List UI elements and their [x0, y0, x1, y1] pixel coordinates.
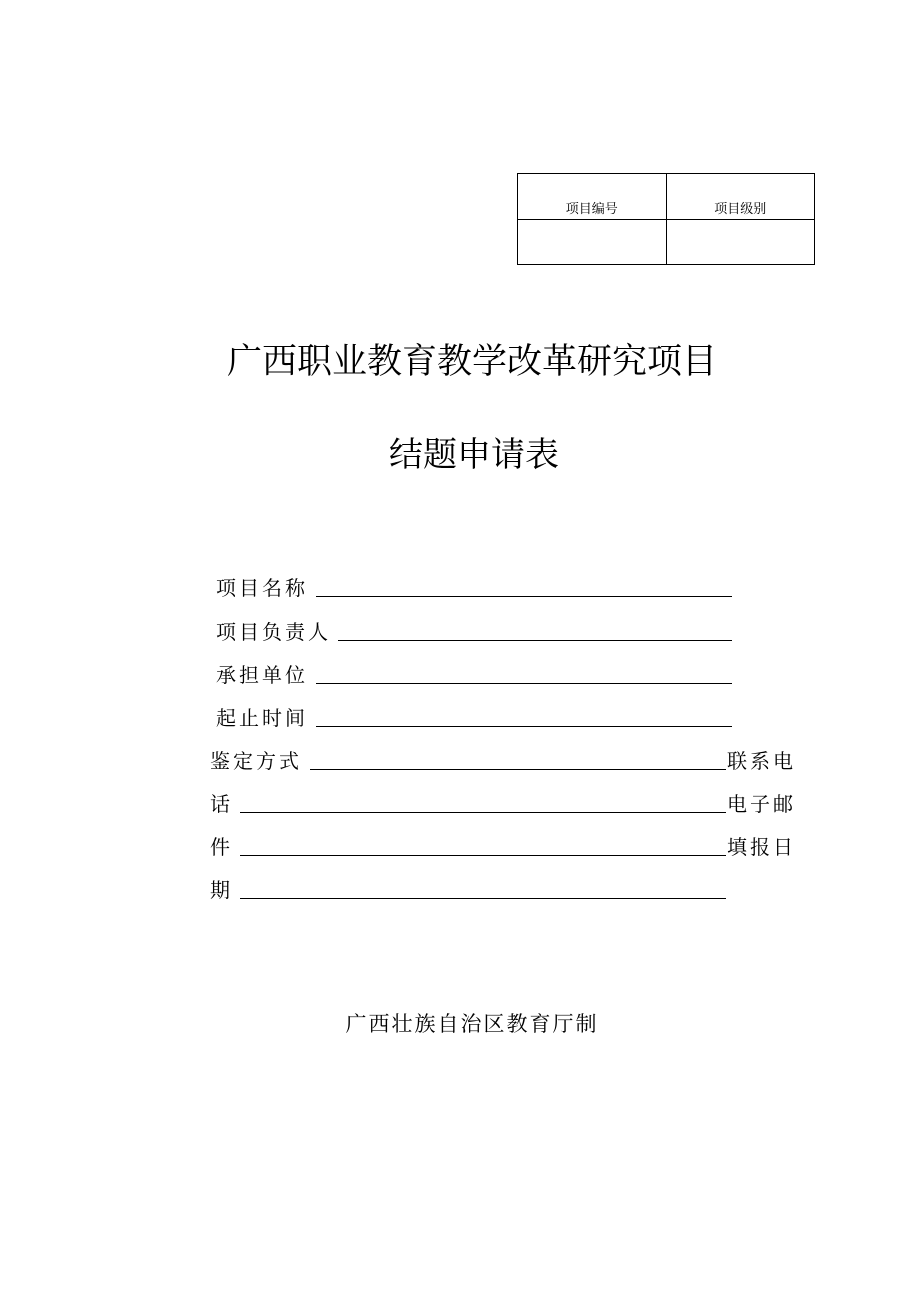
project-number-value[interactable] [518, 220, 667, 265]
contact-phone-label-start: 联系电 [727, 749, 796, 773]
project-name-label: 项目名称 [216, 576, 308, 600]
fill-date-line[interactable] [240, 898, 726, 899]
field-duration [216, 705, 736, 731]
undertaking-unit-label: 承担单位 [216, 663, 308, 687]
project-name-line[interactable] [316, 596, 732, 597]
document-subtitle: 结题申请表 [389, 435, 559, 475]
project-level-label: 项目级别 [666, 174, 815, 220]
email-line[interactable] [240, 855, 726, 856]
project-code-table [517, 173, 815, 265]
field-project-name [216, 575, 736, 601]
field-undertaking-unit [216, 662, 736, 688]
appraisal-method-line[interactable] [310, 769, 726, 770]
field-contact-phone [210, 791, 810, 817]
project-level-value[interactable] [666, 220, 815, 265]
field-email [210, 834, 810, 860]
undertaking-unit-line[interactable] [316, 683, 732, 684]
contact-phone-label-end: 话 [210, 792, 233, 816]
duration-line[interactable] [316, 726, 732, 727]
field-project-leader [216, 619, 736, 645]
field-appraisal-method [210, 748, 810, 774]
project-number-label: 项目编号 [518, 174, 667, 220]
fill-date-label-end: 期 [210, 878, 233, 902]
contact-phone-line[interactable] [240, 812, 726, 813]
issuer-footer: 广西壮族自治区教育厅制 [345, 1012, 599, 1036]
project-leader-label: 项目负责人 [216, 620, 331, 644]
field-fill-date [210, 877, 810, 903]
email-label-start: 电子邮 [727, 792, 796, 816]
email-label-end: 件 [210, 835, 233, 859]
document-title: 广西职业教育教学改革研究项目 [226, 342, 717, 382]
code-table-header-row [518, 174, 815, 220]
fill-date-label-start: 填报日 [727, 835, 796, 859]
appraisal-method-label: 鉴定方式 [210, 749, 302, 773]
duration-label: 起止时间 [216, 706, 308, 730]
project-leader-line[interactable] [338, 640, 732, 641]
code-table-value-row [518, 220, 815, 265]
